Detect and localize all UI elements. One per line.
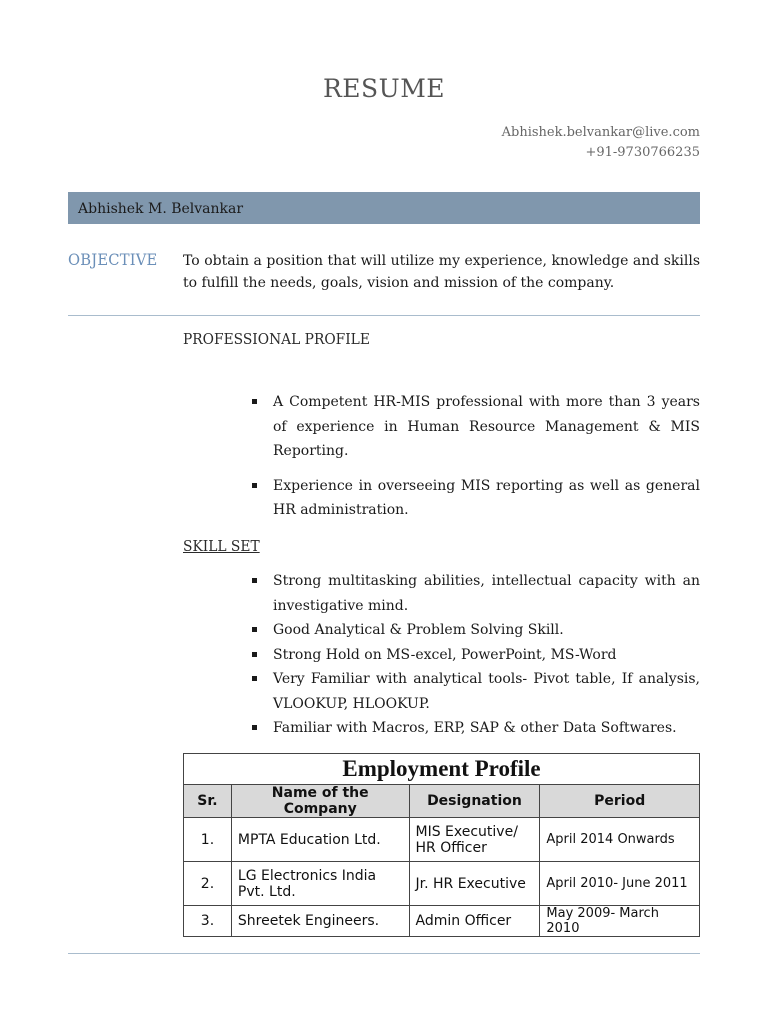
column-header-sr: Sr. [184, 785, 232, 818]
bullet-icon [252, 578, 257, 583]
bullet-icon [252, 676, 257, 681]
column-header-designation: Designation [409, 785, 540, 818]
section-divider [68, 315, 700, 316]
cell-period: May 2009- March 2010 [540, 906, 700, 937]
table-row [184, 818, 700, 862]
bullet-icon [252, 483, 257, 488]
list-item: Strong Hold on MS-excel, PowerPoint, MS-Word [250, 643, 700, 668]
skill-set-heading: SKILL SET [183, 537, 260, 555]
column-header-period: Period [540, 785, 700, 818]
table-row [184, 862, 700, 906]
professional-profile-heading: PROFESSIONAL PROFILE [183, 330, 370, 348]
cell-company: MPTA Education Ltd. [231, 818, 409, 862]
bullet-icon [252, 725, 257, 730]
footer-divider [68, 953, 700, 954]
cell-sr: 3. [184, 906, 232, 937]
list-item: A Competent HR-MIS professional with more than 3 years of experience in Human Resource Management & MIS Reporting. [250, 390, 700, 464]
table-header-row [184, 785, 700, 818]
employment-table-caption: Employment Profile [184, 754, 700, 785]
skill-set-list [250, 569, 700, 741]
cell-sr: 1. [184, 818, 232, 862]
resume-title: RESUME [322, 74, 446, 103]
cell-designation: Jr. HR Executive [409, 862, 540, 906]
list-item: Familiar with Macros, ERP, SAP & other Data Softwares. [250, 716, 700, 741]
cell-period: April 2010- June 2011 [540, 862, 700, 906]
objective-label: OBJECTIVE [68, 250, 158, 269]
column-header-company: Name of the Company [231, 785, 409, 818]
list-item: Experience in overseeing MIS reporting as well as general HR administration. [250, 474, 700, 523]
list-item: Very Familiar with analytical tools- Pivot table, If analysis, VLOOKUP, HLOOKUP. [250, 667, 700, 716]
cell-period: April 2014 Onwards [540, 818, 700, 862]
table-row [184, 906, 700, 937]
professional-profile-list [250, 390, 700, 533]
bullet-icon [252, 399, 257, 404]
employment-table [183, 753, 700, 937]
cell-designation: MIS Executive/ HR Officer [409, 818, 540, 862]
list-item: Strong multitasking abilities, intellectual capacity with an investigative mind. [250, 569, 700, 618]
cell-designation: Admin Officer [409, 906, 540, 937]
cell-sr: 2. [184, 862, 232, 906]
contact-phone: +91-9730766235 [585, 145, 700, 160]
contact-email[interactable]: Abhishek.belvankar@live.com [501, 125, 700, 140]
bullet-icon [252, 627, 257, 632]
list-item: Good Analytical & Problem Solving Skill. [250, 618, 700, 643]
cell-company: Shreetek Engineers. [231, 906, 409, 937]
cell-company: LG Electronics India Pvt. Ltd. [231, 862, 409, 906]
candidate-name: Abhishek M. Belvankar [78, 201, 244, 217]
objective-text: To obtain a position that will utilize my experience, knowledge and skills to fulfill the needs, goals, vision and mission of the company. [183, 253, 700, 291]
candidate-name-bar [68, 192, 700, 224]
bullet-icon [252, 652, 257, 657]
